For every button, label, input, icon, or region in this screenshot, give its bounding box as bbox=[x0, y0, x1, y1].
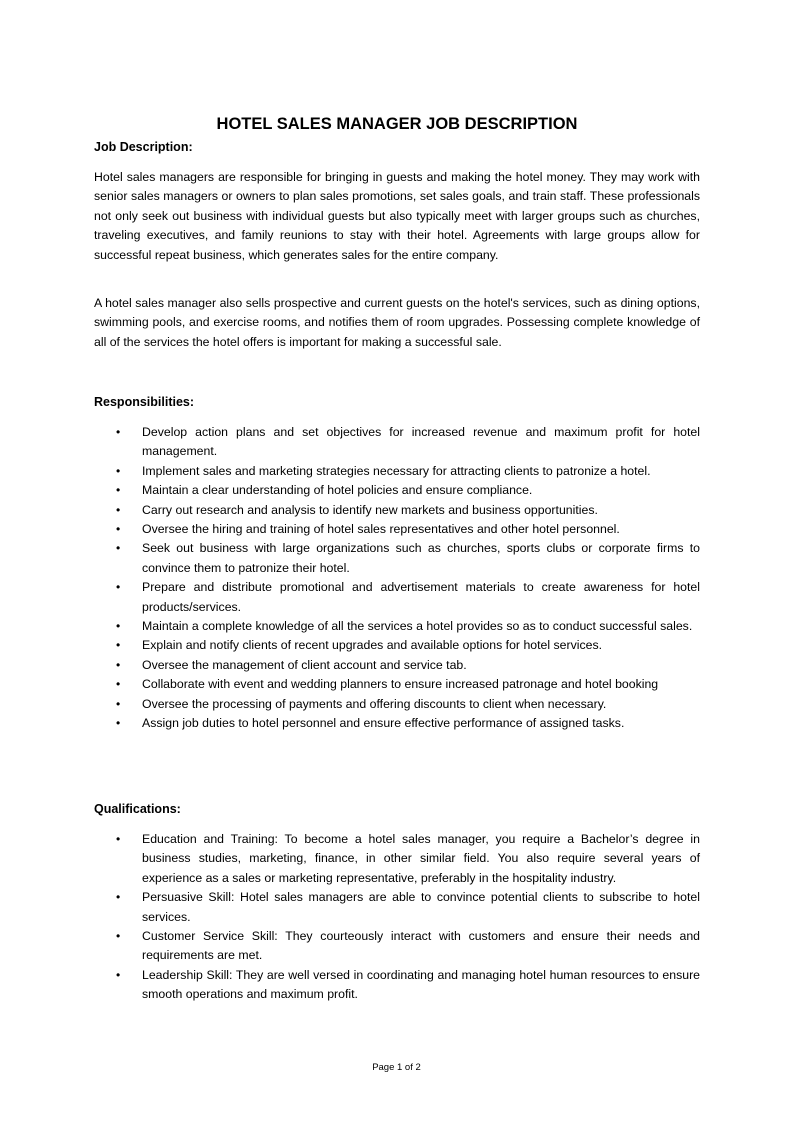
list-item bbox=[94, 714, 700, 733]
list-item-text: Oversee the management of client account and service tab. bbox=[142, 657, 467, 672]
list-item-text: Collaborate with event and wedding planners to ensure increased patronage and hotel booking bbox=[142, 677, 659, 692]
page-number-footer: Page 1 of 2 bbox=[372, 1062, 421, 1073]
bullet-icon: • bbox=[116, 483, 121, 498]
list-item-text: Oversee the hiring and training of hotel sales representatives and other hotel personnel. bbox=[142, 522, 620, 537]
job-description-paragraph: Hotel sales managers are responsible for bringing in guests and making the hotel money. They may work with senior sales managers or owners to plan sales promotions, set sales goals, and train staff. These professionals not only seek out business with individual guests but also typically meet with larger groups such as churches, traveling executives, and family reunions to stay with their hotel. Agreements with large groups allow for successful repeat business, which generates sales for the entire company. bbox=[94, 170, 700, 262]
list-item bbox=[94, 578, 700, 617]
list-item bbox=[94, 481, 700, 500]
list-item bbox=[94, 617, 700, 636]
bullet-icon: • bbox=[116, 522, 121, 537]
bullet-icon: • bbox=[116, 967, 121, 982]
list-item-text: Implement sales and marketing strategies necessary for attracting clients to patronize a hotel. bbox=[142, 463, 651, 478]
list-item bbox=[94, 462, 700, 481]
list-item-text: Education and Training: To become a hotel sales manager, you require a Bachelor’s degree in business studies, marketing, finance, in other similar field. You also require several years of experience as a sales or marketing representative, preferably in the hospitality industry. bbox=[142, 832, 700, 885]
list-item bbox=[94, 656, 700, 675]
bullet-icon: • bbox=[116, 657, 121, 672]
job-description-paragraph: A hotel sales manager also sells prospective and current guests on the hotel's services, such as dining options, swimming pools, and exercise rooms, and notifies them of room upgrades. Possessing complete knowledge of all of the services the hotel offers is important for making a successful sale. bbox=[94, 296, 700, 349]
bullet-icon: • bbox=[116, 716, 121, 731]
list-item bbox=[94, 695, 700, 714]
list-item bbox=[94, 539, 700, 578]
responsibilities-list bbox=[94, 423, 700, 734]
list-item bbox=[94, 520, 700, 539]
list-item-text: Develop action plans and set objectives for increased revenue and maximum profit for hotel management. bbox=[142, 425, 700, 459]
bullet-icon: • bbox=[116, 541, 121, 556]
list-item-text: Assign job duties to hotel personnel and ensure effective performance of assigned tasks. bbox=[142, 716, 625, 731]
list-item bbox=[94, 501, 700, 520]
list-item-text: Explain and notify clients of recent upgrades and available options for hotel services. bbox=[142, 638, 603, 653]
list-item-text: Prepare and distribute promotional and advertisement materials to create awareness for hotel products/services. bbox=[142, 580, 700, 614]
bullet-icon: • bbox=[116, 502, 121, 517]
bullet-icon: • bbox=[116, 580, 121, 595]
bullet-icon: • bbox=[116, 929, 121, 944]
list-item-text: Maintain a complete knowledge of all the services a hotel provides so as to conduct successful sales. bbox=[142, 619, 693, 634]
qualifications-heading: Qualifications: bbox=[94, 802, 181, 816]
document-title: HOTEL SALES MANAGER JOB DESCRIPTION bbox=[216, 115, 578, 133]
list-item-text: Customer Service Skill: They courteously interact with customers and ensure their needs and requirements are met. bbox=[142, 929, 700, 963]
list-item-text: Maintain a clear understanding of hotel policies and ensure compliance. bbox=[142, 483, 533, 498]
bullet-icon: • bbox=[116, 696, 121, 711]
list-item bbox=[94, 966, 700, 1005]
bullet-icon: • bbox=[116, 677, 121, 692]
job-description-heading: Job Description: bbox=[94, 140, 193, 154]
list-item bbox=[94, 675, 700, 694]
bullet-icon: • bbox=[116, 890, 121, 905]
list-item bbox=[94, 636, 700, 655]
list-item bbox=[94, 927, 700, 966]
bullet-icon: • bbox=[116, 638, 121, 653]
list-item-text: Seek out business with large organizations such as churches, sports clubs or corporate firms to convince them to patronize their hotel. bbox=[142, 541, 700, 575]
bullet-icon: • bbox=[116, 832, 121, 846]
list-item bbox=[94, 888, 700, 927]
list-item-text: Persuasive Skill: Hotel sales managers are able to convince potential clients to subscribe to hotel services. bbox=[142, 890, 700, 924]
list-item-text: Leadership Skill: They are well versed in coordinating and managing hotel human resources to ensure smooth operations and maximum profit. bbox=[142, 967, 700, 1002]
list-item bbox=[94, 830, 700, 888]
bullet-icon: • bbox=[116, 463, 121, 478]
list-item-text: Oversee the processing of payments and offering discounts to client when necessary. bbox=[142, 696, 607, 711]
list-item-text: Carry out research and analysis to identify new markets and business opportunities. bbox=[142, 502, 598, 517]
list-item bbox=[94, 423, 700, 462]
bullet-icon: • bbox=[116, 425, 121, 439]
bullet-icon: • bbox=[116, 619, 121, 634]
responsibilities-heading: Responsibilities: bbox=[94, 395, 195, 409]
qualifications-list bbox=[94, 830, 700, 1005]
